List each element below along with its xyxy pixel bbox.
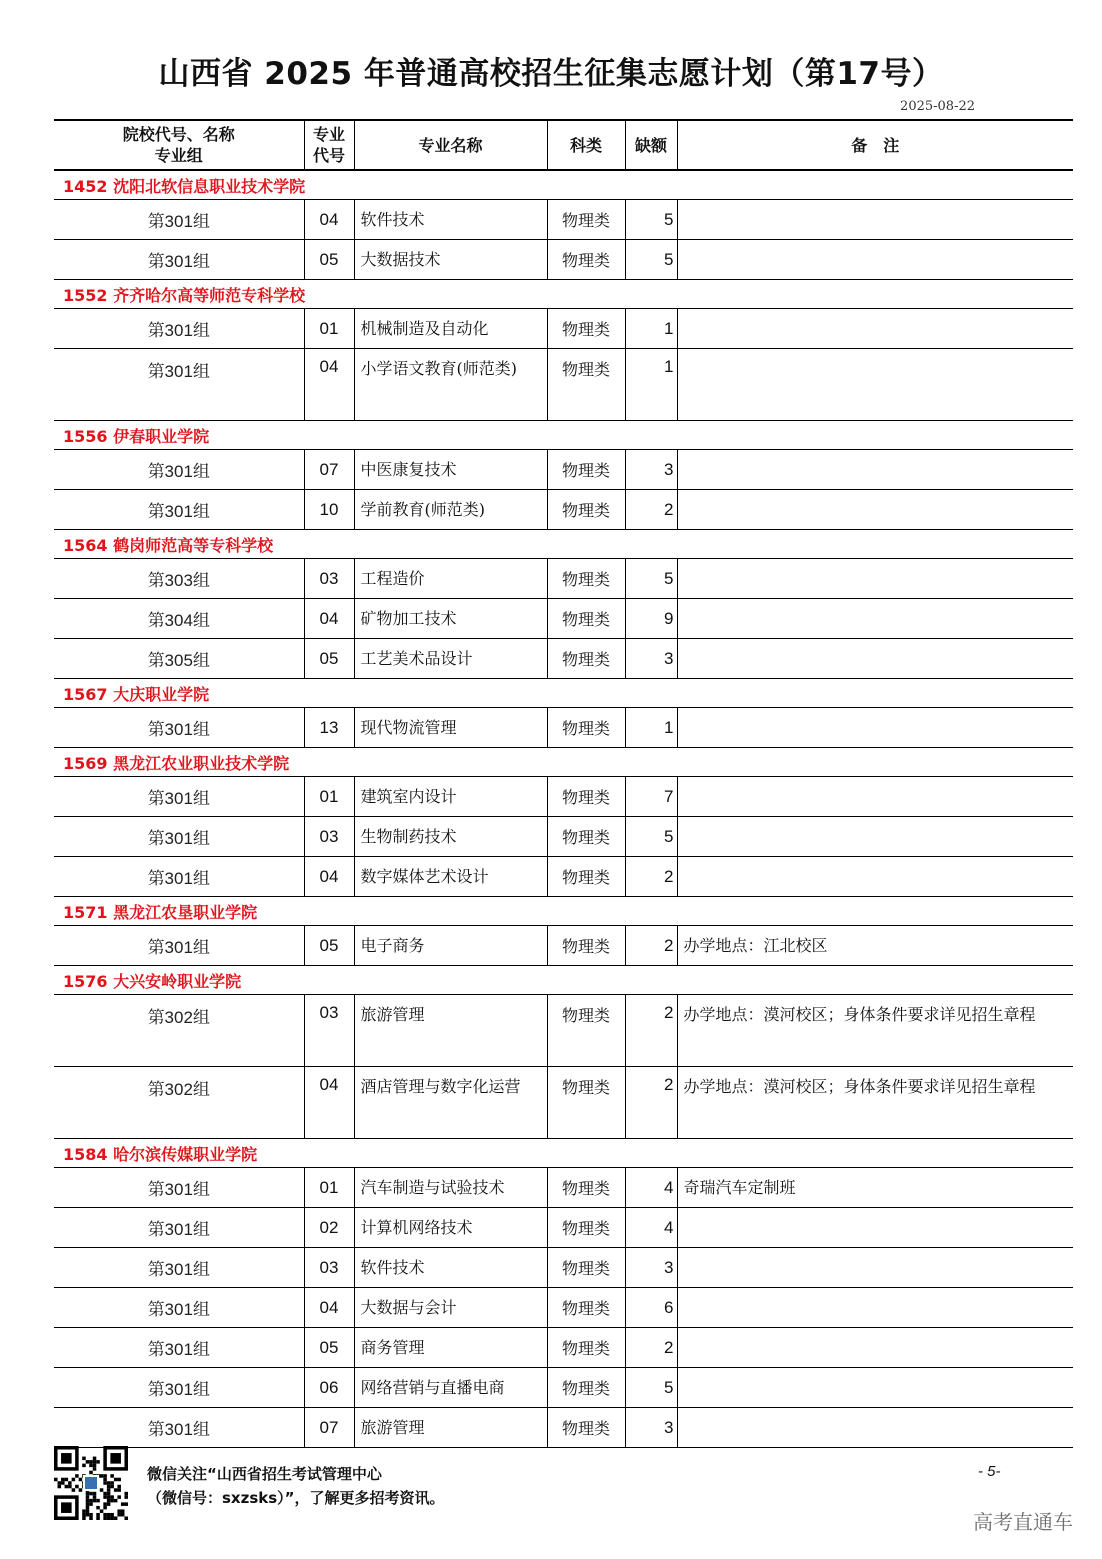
major-code-cell: 04 [304,1067,354,1139]
plan-body [54,170,1073,1448]
subject-cell: 物理类 [547,777,625,817]
subject-cell: 物理类 [547,309,625,349]
major-name-cell: 小学语文教育(师范类) [354,349,547,421]
note-cell [677,1208,1073,1248]
subject-cell: 物理类 [547,995,625,1067]
page-title: 山西省 2025 年普通高校招生征集志愿计划（第17号） [158,56,944,92]
subject-cell: 物理类 [547,1067,625,1139]
major-code-cell: 01 [304,777,354,817]
major-name-cell: 酒店管理与数字化运营 [354,1067,547,1139]
school-name: 1576 大兴安岭职业学院 [54,966,1073,995]
subject-cell: 物理类 [547,200,625,240]
subject-cell: 物理类 [547,559,625,599]
table-row [54,1248,1073,1288]
footer-line-2: （微信号：sxzsks）”，了解更多招考资讯。 [147,1489,445,1507]
subject-cell: 物理类 [547,1368,625,1408]
note-cell [677,1368,1073,1408]
table-row [54,200,1073,240]
major-code-cell: 04 [304,200,354,240]
major-name-cell: 电子商务 [354,926,547,966]
subject-cell: 物理类 [547,490,625,530]
subject-cell: 物理类 [547,1288,625,1328]
quota-cell: 3 [625,639,677,679]
publish-date: 2025-08-22 [900,99,975,114]
note-cell [677,857,1073,897]
footer-line-1: 微信关注“山西省招生考试管理中心 [147,1465,382,1483]
major-name-cell: 计算机网络技术 [354,1208,547,1248]
major-name-cell: 软件技术 [354,200,547,240]
quota-cell: 1 [625,708,677,748]
qr-code-icon [54,1446,128,1520]
major-name-cell: 大数据技术 [354,240,547,280]
col-school: 院校代号、名称 专业组 [54,120,304,170]
school-row [54,170,1073,200]
school-row [54,1139,1073,1168]
school-row [54,530,1073,559]
note-cell: 办学地点：漠河校区；身体条件要求详见招生章程 [677,995,1073,1067]
note-cell: 办学地点：漠河校区；身体条件要求详见招生章程 [677,1067,1073,1139]
major-code-cell: 03 [304,559,354,599]
major-name-cell: 工程造价 [354,559,547,599]
plan-table [54,119,1073,1448]
subject-cell: 物理类 [547,708,625,748]
quota-cell: 5 [625,817,677,857]
group-cell: 第301组 [54,1288,304,1328]
table-row [54,349,1073,421]
major-name-cell: 机械制造及自动化 [354,309,547,349]
group-cell: 第301组 [54,200,304,240]
major-code-cell: 03 [304,817,354,857]
subject-cell: 物理类 [547,599,625,639]
group-cell: 第301组 [54,1208,304,1248]
school-name: 1552 齐齐哈尔高等师范专科学校 [54,280,1073,309]
subject-cell: 物理类 [547,817,625,857]
col-quota: 缺额 [625,120,677,170]
note-cell [677,240,1073,280]
group-cell: 第301组 [54,926,304,966]
major-name-cell: 学前教育(师范类) [354,490,547,530]
major-code-cell: 07 [304,450,354,490]
note-cell [677,490,1073,530]
footer-note [147,1462,445,1510]
group-cell: 第302组 [54,995,304,1067]
major-code-cell: 10 [304,490,354,530]
school-row [54,748,1073,777]
table-row [54,777,1073,817]
col-code: 专业 代号 [304,120,354,170]
school-name: 1556 伊春职业学院 [54,421,1073,450]
major-name-cell: 网络营销与直播电商 [354,1368,547,1408]
table-header [54,120,1073,170]
major-name-cell: 旅游管理 [354,1408,547,1448]
school-name: 1452 沈阳北软信息职业技术学院 [54,170,1073,200]
group-cell: 第301组 [54,708,304,748]
col-note: 备 注 [677,120,1073,170]
note-cell [677,639,1073,679]
table-row [54,599,1073,639]
major-name-cell: 商务管理 [354,1328,547,1368]
quota-cell: 5 [625,200,677,240]
table-row [54,1408,1073,1448]
group-cell: 第301组 [54,1408,304,1448]
group-cell: 第301组 [54,817,304,857]
watermark: 高考直通车 [973,1510,1073,1534]
major-code-cell: 13 [304,708,354,748]
table-row [54,450,1073,490]
subject-cell: 物理类 [547,639,625,679]
major-name-cell: 数字媒体艺术设计 [354,857,547,897]
table-row [54,240,1073,280]
note-cell [677,777,1073,817]
major-code-cell: 02 [304,1208,354,1248]
group-cell: 第301组 [54,349,304,421]
group-cell: 第304组 [54,599,304,639]
note-cell [677,349,1073,421]
group-cell: 第301组 [54,1328,304,1368]
group-cell: 第301组 [54,857,304,897]
group-cell: 第301组 [54,1248,304,1288]
table-row [54,817,1073,857]
note-cell [677,1288,1073,1328]
major-code-cell: 07 [304,1408,354,1448]
note-cell [677,200,1073,240]
school-name: 1584 哈尔滨传媒职业学院 [54,1139,1073,1168]
quota-cell: 7 [625,777,677,817]
subject-cell: 物理类 [547,349,625,421]
note-cell [677,1248,1073,1288]
quota-cell: 3 [625,1408,677,1448]
table-row [54,926,1073,966]
major-name-cell: 矿物加工技术 [354,599,547,639]
major-code-cell: 06 [304,1368,354,1408]
subject-cell: 物理类 [547,450,625,490]
table-row [54,1328,1073,1368]
school-name: 1564 鹤岗师范高等专科学校 [54,530,1073,559]
major-name-cell: 现代物流管理 [354,708,547,748]
major-name-cell: 中医康复技术 [354,450,547,490]
subject-cell: 物理类 [547,1328,625,1368]
quota-cell: 6 [625,1288,677,1328]
quota-cell: 1 [625,349,677,421]
major-code-cell: 04 [304,1288,354,1328]
school-row [54,679,1073,708]
note-cell [677,599,1073,639]
school-name: 1567 大庆职业学院 [54,679,1073,708]
note-cell [677,309,1073,349]
note-cell: 办学地点：江北校区 [677,926,1073,966]
quota-cell: 2 [625,926,677,966]
major-code-cell: 05 [304,240,354,280]
major-code-cell: 03 [304,995,354,1067]
table-row [54,708,1073,748]
quota-cell: 5 [625,240,677,280]
major-name-cell: 大数据与会计 [354,1288,547,1328]
quota-cell: 4 [625,1168,677,1208]
col-major: 专业名称 [354,120,547,170]
table-row [54,857,1073,897]
major-code-cell: 05 [304,1328,354,1368]
major-name-cell: 软件技术 [354,1248,547,1288]
quota-cell: 3 [625,1248,677,1288]
major-name-cell: 旅游管理 [354,995,547,1067]
group-cell: 第301组 [54,309,304,349]
note-cell [677,1408,1073,1448]
school-row [54,966,1073,995]
major-code-cell: 05 [304,639,354,679]
school-row [54,897,1073,926]
group-cell: 第302组 [54,1067,304,1139]
quota-cell: 5 [625,1368,677,1408]
group-cell: 第305组 [54,639,304,679]
major-name-cell: 建筑室内设计 [354,777,547,817]
quota-cell: 5 [625,559,677,599]
note-cell [677,450,1073,490]
major-name-cell: 汽车制造与试验技术 [354,1168,547,1208]
note-cell [677,817,1073,857]
major-code-cell: 01 [304,309,354,349]
group-cell: 第301组 [54,490,304,530]
major-name-cell: 工艺美术品设计 [354,639,547,679]
table-row [54,309,1073,349]
table-row [54,1288,1073,1328]
page-number: - 5- [978,1463,1001,1480]
note-cell [677,1328,1073,1368]
table-row [54,490,1073,530]
quota-cell: 2 [625,995,677,1067]
subject-cell: 物理类 [547,1208,625,1248]
school-row [54,280,1073,309]
quota-cell: 2 [625,1328,677,1368]
note-cell [677,559,1073,599]
table-row [54,1067,1073,1139]
table-row [54,995,1073,1067]
subject-cell: 物理类 [547,240,625,280]
school-name: 1571 黑龙江农垦职业学院 [54,897,1073,926]
quota-cell: 4 [625,1208,677,1248]
table-row [54,559,1073,599]
subject-cell: 物理类 [547,1248,625,1288]
quota-cell: 3 [625,450,677,490]
major-code-cell: 04 [304,349,354,421]
school-row [54,421,1073,450]
subject-cell: 物理类 [547,1168,625,1208]
major-name-cell: 生物制药技术 [354,817,547,857]
major-code-cell: 04 [304,857,354,897]
group-cell: 第301组 [54,777,304,817]
subject-cell: 物理类 [547,926,625,966]
table-row [54,1208,1073,1248]
note-cell: 奇瑞汽车定制班 [677,1168,1073,1208]
table-row [54,1168,1073,1208]
subject-cell: 物理类 [547,857,625,897]
group-cell: 第301组 [54,1368,304,1408]
group-cell: 第301组 [54,240,304,280]
major-code-cell: 05 [304,926,354,966]
quota-cell: 2 [625,490,677,530]
group-cell: 第303组 [54,559,304,599]
col-subject: 科类 [547,120,625,170]
quota-cell: 9 [625,599,677,639]
major-code-cell: 01 [304,1168,354,1208]
table-row [54,639,1073,679]
group-cell: 第301组 [54,1168,304,1208]
subject-cell: 物理类 [547,1408,625,1448]
group-cell: 第301组 [54,450,304,490]
quota-cell: 2 [625,857,677,897]
quota-cell: 2 [625,1067,677,1139]
major-code-cell: 04 [304,599,354,639]
quota-cell: 1 [625,309,677,349]
table-row [54,1368,1073,1408]
major-code-cell: 03 [304,1248,354,1288]
note-cell [677,708,1073,748]
school-name: 1569 黑龙江农业职业技术学院 [54,748,1073,777]
